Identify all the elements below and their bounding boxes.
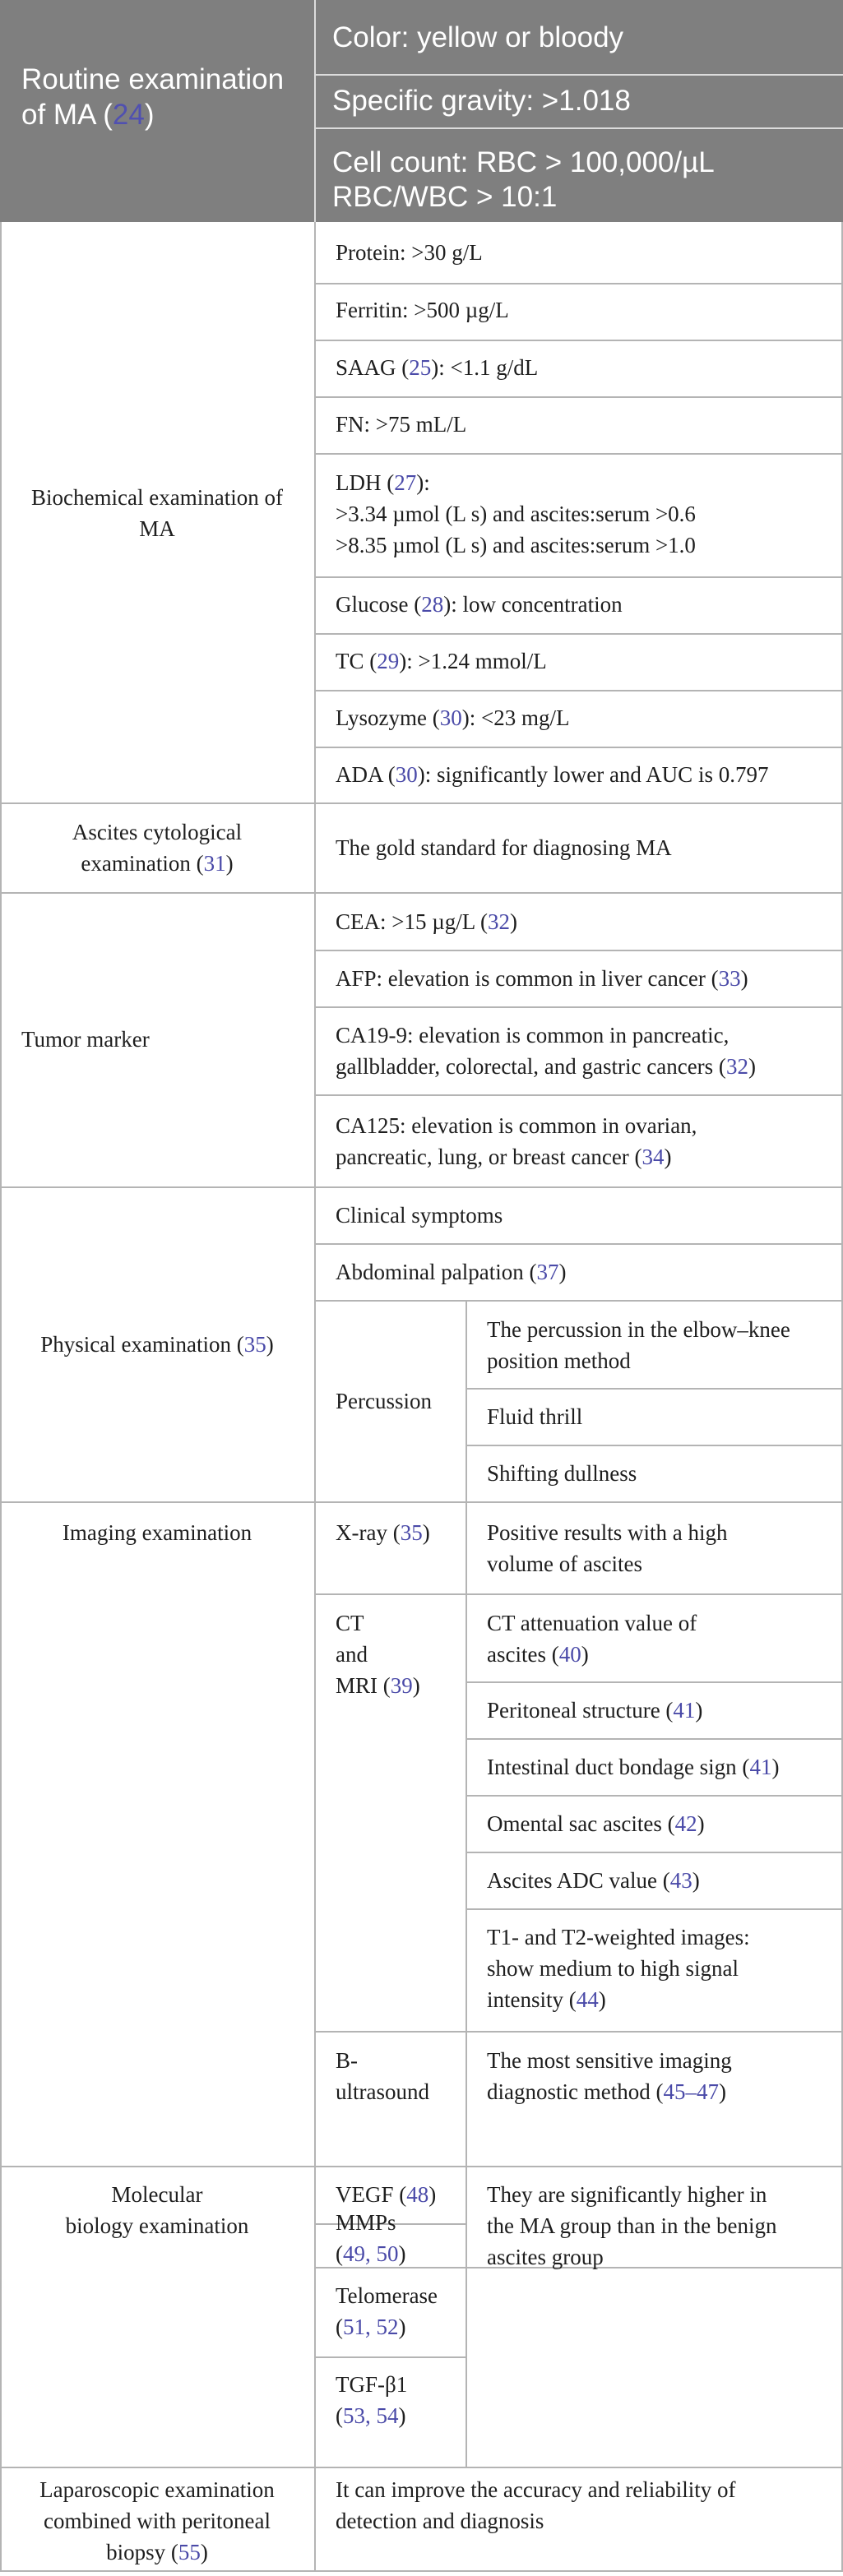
tumor-cea: CEA: >15 µg/L (32) bbox=[336, 909, 518, 934]
biochem-ferritin: Ferritin: >500 µg/L bbox=[336, 298, 509, 322]
section-sep-molecular bbox=[0, 2166, 843, 2167]
row-sep bbox=[314, 2356, 467, 2358]
row-sep bbox=[466, 1738, 843, 1740]
ct-attenuation bbox=[466, 1607, 697, 1670]
molecular-vegf: VEGF (48) bbox=[336, 2182, 437, 2207]
row-sep bbox=[466, 1445, 843, 1446]
row-sep bbox=[314, 1593, 843, 1595]
molecular-label-line1: Molecular bbox=[111, 2182, 203, 2207]
molecular-telomerase bbox=[314, 2280, 438, 2342]
row-sep bbox=[314, 1094, 843, 1096]
header-divider-1 bbox=[314, 74, 843, 76]
citation-ref[interactable]: 55 bbox=[178, 2540, 201, 2564]
ct6-line1: T1- and T2-weighted images: bbox=[487, 1925, 750, 1949]
biochem-label: Biochemical examination of MA bbox=[31, 485, 283, 541]
citation-ref[interactable]: 51, 52 bbox=[343, 2315, 399, 2339]
imaging-ct-mri bbox=[314, 1607, 420, 1701]
physical-percussion: Percussion bbox=[336, 1389, 432, 1413]
percussion-method-elbow-knee: The percussion in the elbow–knee position method bbox=[487, 1317, 790, 1373]
laparo-label-line3: biopsy (55) bbox=[106, 2540, 208, 2564]
physical-palpation: Abdominal palpation (37) bbox=[336, 1260, 567, 1284]
citation-ref[interactable]: 35 bbox=[243, 1332, 266, 1357]
molecular-label-line2: biology examination bbox=[65, 2213, 249, 2238]
header-rbc-wbc: RBC/WBC > 10:1 bbox=[332, 181, 558, 213]
molecular-text-line2: the MA group than in the benign bbox=[487, 2213, 777, 2238]
ca125-line2: pancreatic, lung, or breast cancer (34) bbox=[336, 1145, 672, 1169]
mmps-line2: (49, 50) bbox=[336, 2241, 406, 2266]
ct1-line2: ascites (40) bbox=[487, 1642, 589, 1667]
row-sep bbox=[314, 283, 843, 284]
tumor-afp: AFP: elevation is common in liver cancer (33) bbox=[336, 966, 748, 991]
biochem-glucose: Glucose (28): low concentration bbox=[336, 592, 623, 617]
imaging-label: Imaging examination bbox=[62, 1520, 252, 1545]
citation-ref[interactable]: 40 bbox=[558, 1642, 581, 1667]
biochem-tc: TC (29): >1.24 mmol/L bbox=[336, 649, 547, 673]
telomerase-line2: (51, 52) bbox=[336, 2315, 406, 2339]
row-sep bbox=[314, 1300, 843, 1302]
ct-intestinal-bondage: Intestinal duct bondage sign (41) bbox=[487, 1755, 780, 1779]
biochem-saag: SAAG (25): <1.1 g/dL bbox=[336, 355, 539, 380]
citation-ref[interactable]: 30 bbox=[439, 705, 462, 730]
section-sep-physical bbox=[0, 1186, 843, 1188]
percussion-method-fluid-thrill: Fluid thrill bbox=[487, 1404, 583, 1429]
ca199-line2: gallbladder, colorectal, and gastric cancers (32) bbox=[336, 1054, 756, 1079]
cyto-label bbox=[16, 816, 298, 879]
telomerase-line1: Telomerase bbox=[336, 2283, 438, 2308]
cyto-label-line2: examination (31) bbox=[81, 851, 234, 876]
molecular-result bbox=[466, 2179, 776, 2273]
row-sep bbox=[314, 396, 843, 398]
ct-adc-value: Ascites ADC value (43) bbox=[487, 1868, 700, 1893]
header-specific-gravity: Specific gravity: >1.018 bbox=[332, 85, 631, 117]
cyto-label-line1: Ascites cytological bbox=[72, 820, 243, 844]
ct6-line3: intensity (44) bbox=[487, 1987, 606, 2012]
table-outer-border bbox=[0, 222, 2, 2572]
bus-text-line1: The most sensitive imaging bbox=[487, 2048, 732, 2073]
citation-ref[interactable]: 32 bbox=[725, 1054, 748, 1079]
bus-line2: ultrasound bbox=[336, 2079, 429, 2104]
molecular-mmps bbox=[314, 2207, 406, 2269]
citation-ref[interactable]: 31 bbox=[203, 851, 226, 876]
ct-omental-sac: Omental sac ascites (42) bbox=[487, 1811, 705, 1836]
citation-ref[interactable]: 32 bbox=[488, 909, 511, 934]
biochem-ada: ADA (30): significantly lower and AUC is 0.797 bbox=[336, 762, 769, 787]
laparo-label-line1: Laparoscopic examination bbox=[39, 2477, 275, 2502]
molecular-label bbox=[16, 2179, 298, 2241]
row-sep bbox=[466, 1852, 843, 1853]
citation-ref[interactable]: 30 bbox=[395, 762, 418, 787]
citation-ref[interactable]: 24 bbox=[112, 99, 145, 131]
citation-ref[interactable]: 27 bbox=[394, 470, 417, 495]
citation-ref[interactable]: 41 bbox=[673, 1698, 696, 1723]
laparo-text bbox=[314, 2474, 736, 2537]
citation-ref[interactable]: 45–47 bbox=[663, 2079, 719, 2104]
tgf-line1: TGF-β1 bbox=[336, 2372, 408, 2397]
biochem-protein: Protein: >30 g/L bbox=[336, 240, 483, 265]
molecular-text-line3: ascites group bbox=[487, 2245, 604, 2269]
ct-t1-t2 bbox=[466, 1922, 750, 2015]
imaging-xray-result: Positive results with a high volume of ascites bbox=[487, 1520, 728, 1576]
section-sep-imaging bbox=[0, 1501, 843, 1503]
ct-peritoneal-structure: Peritoneal structure (41) bbox=[487, 1698, 703, 1723]
ca199-line1: CA19-9: elevation is common in pancreatic, bbox=[336, 1023, 730, 1048]
tgf-line2: (53, 54) bbox=[336, 2403, 406, 2428]
citation-ref[interactable]: 29 bbox=[377, 649, 400, 673]
row-sep bbox=[466, 1388, 843, 1390]
ldh-line2: >3.34 µmol (L s) and ascites:serum >0.6 bbox=[336, 502, 696, 526]
row-sep bbox=[314, 1243, 843, 1245]
biochem-lysozyme: Lysozyme (30): <23 mg/L bbox=[336, 705, 570, 730]
row-sep bbox=[314, 576, 843, 578]
citation-ref[interactable]: 33 bbox=[718, 966, 741, 991]
ldh-line1: LDH (27): bbox=[336, 470, 430, 495]
row-sep bbox=[314, 747, 843, 748]
b-ultrasound-result bbox=[466, 2045, 732, 2107]
citation-ref[interactable]: 43 bbox=[669, 1868, 692, 1893]
header-divider-2 bbox=[314, 127, 843, 129]
section-sep-laparo bbox=[0, 2467, 843, 2468]
ct1-line1: CT attenuation value of bbox=[487, 1611, 697, 1635]
row-sep bbox=[314, 690, 843, 691]
citation-ref[interactable]: 35 bbox=[400, 1520, 423, 1545]
tumor-ca199 bbox=[314, 1020, 756, 1082]
mmps-line1: MMPs bbox=[336, 2210, 396, 2235]
citation-ref[interactable]: 25 bbox=[409, 355, 432, 380]
tumor-label: Tumor marker bbox=[21, 1027, 150, 1052]
section-sep-tumor bbox=[0, 892, 843, 894]
row-sep bbox=[314, 633, 843, 635]
physical-symptoms: Clinical symptoms bbox=[336, 1203, 503, 1228]
citation-ref[interactable]: 44 bbox=[576, 1987, 599, 2012]
row-sep bbox=[314, 1006, 843, 1008]
ctmri-line3: MRI (39) bbox=[336, 1673, 420, 1698]
citation-ref[interactable]: 42 bbox=[674, 1811, 697, 1836]
ct6-line2: show medium to high signal bbox=[487, 1956, 739, 1981]
molecular-text-line1: They are significantly higher in bbox=[487, 2182, 767, 2207]
biochem-fn: FN: >75 mL/L bbox=[336, 412, 467, 437]
citation-ref[interactable]: 37 bbox=[536, 1260, 559, 1284]
row-sep bbox=[466, 1795, 843, 1797]
tumor-ca125 bbox=[314, 1110, 697, 1172]
row-sep bbox=[466, 1908, 843, 1910]
physical-label: Physical examination (35) bbox=[40, 1332, 274, 1357]
citation-ref[interactable]: 49, 50 bbox=[343, 2241, 399, 2266]
header-color: Color: yellow or bloody bbox=[332, 21, 624, 53]
ctmri-line1: CT bbox=[336, 1611, 364, 1635]
cyto-text: The gold standard for diagnosing MA bbox=[336, 835, 672, 860]
table-bottom-border bbox=[0, 2570, 843, 2572]
ctmri-line2: and bbox=[336, 1642, 368, 1667]
bus-text-line2: diagnostic method (45–47) bbox=[487, 2079, 726, 2104]
laparo-label-line2: combined with peritoneal bbox=[44, 2509, 271, 2533]
citation-ref[interactable]: 53, 54 bbox=[343, 2403, 399, 2428]
ldh-line3: >8.35 µmol (L s) and ascites:serum >1.0 bbox=[336, 533, 696, 557]
imaging-xray: X-ray (35) bbox=[336, 1520, 430, 1545]
citation-ref[interactable]: 41 bbox=[749, 1755, 772, 1779]
row-sep bbox=[314, 950, 843, 951]
imaging-b-ultrasound bbox=[314, 2045, 429, 2107]
molecular-tgf-beta1 bbox=[314, 2369, 407, 2431]
biochem-ldh bbox=[314, 467, 696, 561]
row-sep bbox=[314, 2031, 843, 2033]
ca125-line1: CA125: elevation is common in ovarian, bbox=[336, 1113, 697, 1138]
citation-ref[interactable]: 28 bbox=[421, 592, 444, 617]
row-sep bbox=[314, 453, 843, 455]
citation-ref[interactable]: 34 bbox=[642, 1145, 665, 1169]
citation-ref[interactable]: 39 bbox=[390, 1673, 413, 1698]
row-sep bbox=[314, 340, 843, 341]
header-left-title: Routine examination of MA (24) bbox=[21, 63, 285, 131]
row-sep bbox=[466, 1681, 843, 1683]
citation-ref[interactable]: 48 bbox=[406, 2182, 429, 2207]
header-divider-v bbox=[314, 0, 316, 222]
laparo-text-line2: detection and diagnosis bbox=[336, 2509, 544, 2533]
section-sep-cyto bbox=[0, 802, 843, 804]
percussion-method-shifting-dullness: Shifting dullness bbox=[487, 1461, 637, 1486]
bus-line1: B- bbox=[336, 2048, 358, 2073]
laparo-label bbox=[8, 2474, 306, 2568]
laparo-text-line1: It can improve the accuracy and reliability of bbox=[336, 2477, 736, 2502]
header-cell-count: Cell count: RBC > 100,000/µL bbox=[332, 146, 715, 178]
